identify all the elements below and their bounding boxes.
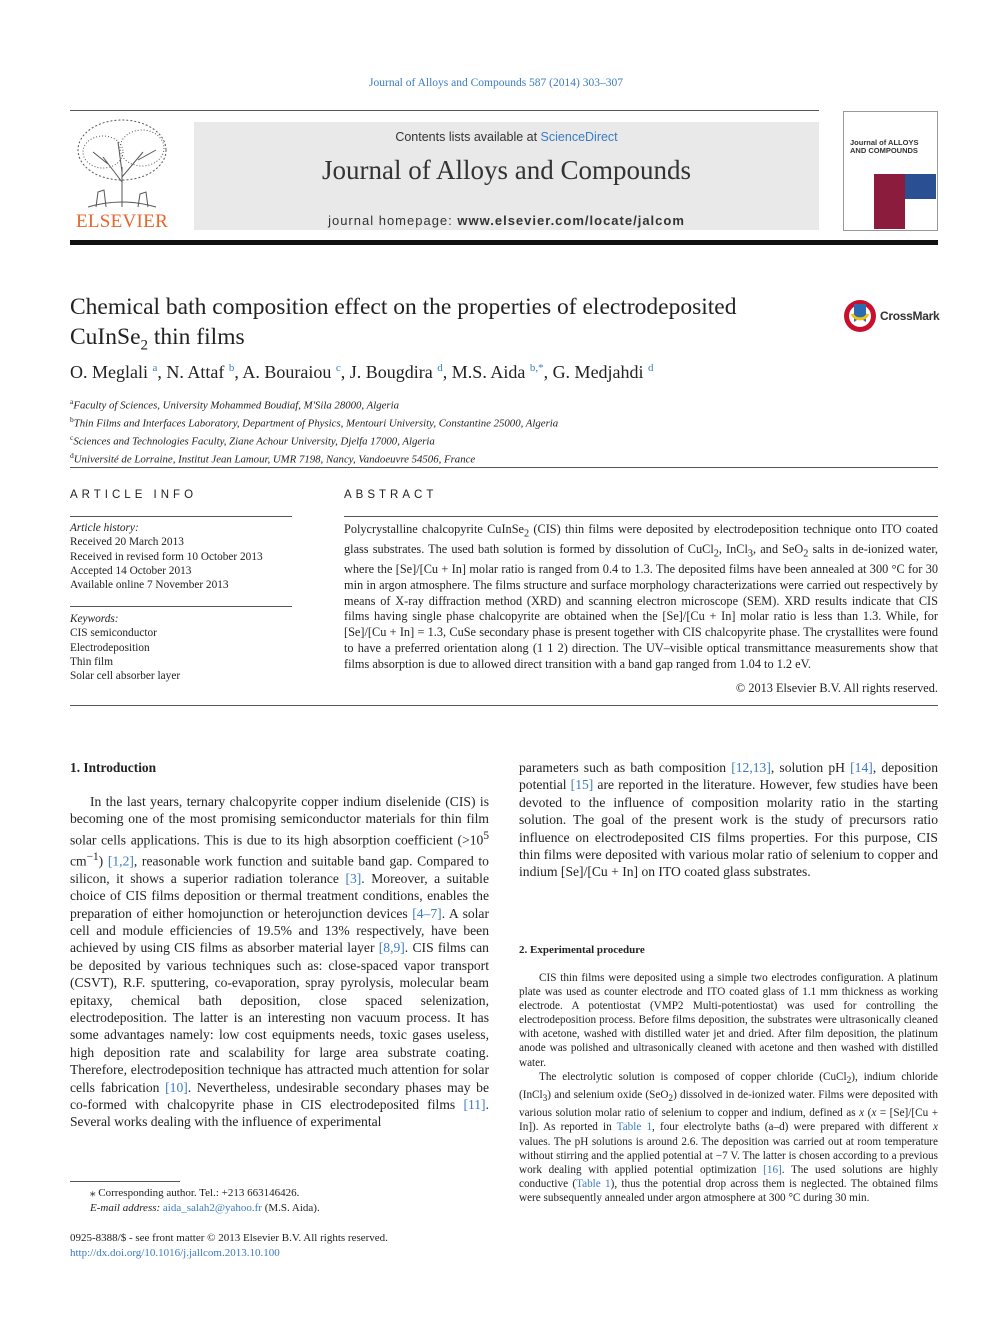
header-rule xyxy=(70,110,819,111)
cover-title: Journal of ALLOYS AND COMPOUNDS xyxy=(850,138,919,155)
text-fragment: values. The pH solutions is around 2.6. The deposition was carried out at room temperature without stirring and the applied potential at −7 V. The latter is chosen according to a previous work dealing with applied potential optimization xyxy=(519,1135,938,1176)
superscript: 5 xyxy=(483,829,489,842)
journal-title: Journal of Alloys and Compounds xyxy=(322,155,691,185)
introduction-heading: 1. Introduction xyxy=(70,760,157,775)
title-line2-prefix: CuInSe xyxy=(70,324,141,350)
article-info-heading: ARTICLE INFO xyxy=(70,489,198,501)
author-affiliation-marker[interactable]: a xyxy=(152,362,158,374)
reference-link[interactable]: [16] xyxy=(763,1163,782,1176)
affiliation-item xyxy=(70,413,930,431)
text-fragment: , four electrolyte baths (a–d) were prepared with different xyxy=(652,1121,934,1134)
table-link[interactable]: Table 1 xyxy=(576,1177,611,1190)
text-fragment: . Moreover, a suitable choice of CIS films deposition or thermal treatment conditions, enables the preparation of either homojunction or heterojunction devices xyxy=(70,870,489,921)
keyword-item: CIS semiconductor xyxy=(70,627,157,640)
author-affiliation-marker[interactable]: d xyxy=(648,362,654,374)
affiliation-text: Sciences and Technologies Faculty, Ziane Achour University, Djelfa 17000, Algeria xyxy=(73,435,435,448)
reference-link[interactable]: [12,13] xyxy=(731,760,771,775)
subscript: 2 xyxy=(668,1094,674,1105)
reference-link[interactable]: [8,9] xyxy=(378,940,405,956)
corresponding-author-line xyxy=(70,1186,489,1201)
abstract-heading: ABSTRACT xyxy=(344,489,438,501)
keyword-item: Electrodeposition xyxy=(70,641,150,654)
affiliation-key: d xyxy=(70,450,74,460)
crossmark-icon xyxy=(843,298,877,334)
homepage-prefix: journal homepage: xyxy=(328,213,458,228)
email-suffix: (M.S. Aida). xyxy=(261,1201,320,1214)
table-link[interactable]: Table 1 xyxy=(616,1121,653,1134)
journal-masthead xyxy=(194,122,819,230)
text-fragment: ), indium chloride (InCl xyxy=(519,1070,938,1101)
reference-link[interactable]: [11] xyxy=(463,1096,486,1112)
homepage-line xyxy=(194,213,819,228)
subscript: 2 xyxy=(524,528,530,540)
affiliation-item xyxy=(70,449,930,467)
author-affiliation-marker[interactable]: c xyxy=(335,362,341,374)
text-fragment: In the last years, ternary chalcopyrite copper indium diselenide (CIS) is becoming one of the most promising semiconductor materials for thin film solar cells applications. This is due to its high absorption coefficient (>10 xyxy=(70,794,489,848)
variable-x: x xyxy=(859,1107,865,1120)
text-fragment: ) xyxy=(98,853,108,869)
issn-line: 0925-8388/$ - see front matter © 2013 Elsevier B.V. All rights reserved. xyxy=(70,1232,388,1244)
keywords xyxy=(70,612,292,683)
subscript: 2 xyxy=(846,1075,852,1086)
text-fragment: . Several works dealing with the influence of experimental xyxy=(70,1096,489,1130)
superscript: −1 xyxy=(86,850,99,863)
subscript: 3 xyxy=(542,1094,548,1105)
abstract-text xyxy=(344,522,938,672)
subscript: 3 xyxy=(747,548,754,560)
text-fragment: The electrolytic solution is composed of copper chloride (CuCl xyxy=(539,1070,847,1083)
experimental-heading: 2. Experimental procedure xyxy=(519,944,645,956)
article-history xyxy=(70,521,292,592)
experimental-paragraph-2 xyxy=(519,1070,938,1205)
introduction-text xyxy=(70,793,489,1131)
cover-red-block xyxy=(874,174,905,229)
author-affiliation-marker[interactable]: d xyxy=(437,362,443,374)
header-thick-rule xyxy=(70,240,938,245)
email-line xyxy=(70,1201,489,1216)
introduction-continued xyxy=(519,759,938,881)
section-rule xyxy=(70,705,938,706)
text-fragment: , solution pH xyxy=(770,760,851,775)
history-item: Received 20 March 2013 xyxy=(70,536,184,549)
reference-link[interactable]: [10] xyxy=(165,1079,188,1095)
author-name[interactable]: M.S. Aida xyxy=(451,362,526,382)
journal-citation[interactable]: Journal of Alloys and Compounds 587 (2014) 303–307 xyxy=(369,77,623,89)
footnote xyxy=(70,1186,489,1215)
reference-link[interactable]: [15] xyxy=(570,777,594,793)
abstract-rule xyxy=(344,516,938,517)
text-fragment: ), thus the potential drop across them is neglected. The obtained films were subsequently annealed under argon atmosphere at 300 °C during 30 min. xyxy=(519,1177,938,1204)
title-line2-suffix: thin films xyxy=(148,324,245,350)
front-matter xyxy=(70,1231,489,1260)
reference-link[interactable]: [3] xyxy=(345,870,362,886)
text-fragment: ) dissolved in de-ionized water. Films were deposited with various solution molar ratio of selenium to copper and indium, defined as xyxy=(519,1088,938,1120)
reference-link[interactable]: [14] xyxy=(850,760,873,775)
affiliation-key: c xyxy=(70,432,74,442)
info-rule xyxy=(70,516,292,517)
variable-x: x xyxy=(933,1121,939,1134)
abstract-fragment: , InCl xyxy=(718,542,748,557)
contents-line xyxy=(194,130,819,144)
author-name[interactable]: O. Meglali xyxy=(70,362,148,382)
homepage-url[interactable]: www.elsevier.com/locate/jalcom xyxy=(457,213,685,228)
author-affiliation-marker[interactable]: b xyxy=(228,362,235,374)
info-rule xyxy=(70,606,292,607)
title-line1: Chemical bath composition effect on the properties of electrodeposited xyxy=(70,294,737,320)
abstract-fragment: Polycrystalline chalcopyrite CuInSe xyxy=(344,522,524,536)
text-fragment: cm xyxy=(70,853,87,869)
author-name[interactable]: A. Bouraiou xyxy=(242,362,332,382)
section-rule xyxy=(70,467,938,468)
history-item: Accepted 14 October 2013 xyxy=(70,564,192,577)
crossmark-label: CrossMark xyxy=(880,309,940,323)
reference-link[interactable]: [4–7] xyxy=(412,905,442,921)
text-fragment: = [Se]/[Cu + In]). As reported in xyxy=(519,1107,939,1134)
elsevier-wordmark: ELSEVIER xyxy=(75,211,169,232)
affiliation-text: Université de Lorraine, Institut Jean Lamour, UMR 7198, Nancy, Vandoeuvre 54506, France xyxy=(73,453,476,466)
article-title xyxy=(70,292,830,361)
reference-link[interactable]: [1,2] xyxy=(107,853,134,869)
author-name[interactable]: J. Bougdira xyxy=(349,362,433,382)
author-affiliation-marker[interactable]: b,* xyxy=(529,362,544,374)
text-fragment: . Nevertheless, undesirable secondary phases may be co-formed with chalcopyrite phase in CIS electrodeposited films xyxy=(70,1079,489,1112)
cover-blue-block xyxy=(905,174,936,199)
history-item: Available online 7 November 2013 xyxy=(70,579,229,592)
author-name[interactable]: G. Medjahdi xyxy=(552,362,644,382)
experimental-text xyxy=(519,971,938,1205)
text-fragment: parameters such as bath composition xyxy=(519,760,732,775)
author-name[interactable]: N. Attaf xyxy=(166,362,225,382)
subscript: 2 xyxy=(803,548,809,560)
author-list: O. Meglali $^a$, N. Attaf $^b$, A. Bouraiou $^c$, J. Bougdira $^d$, M.S. Aida $^{b,*}$, G. Medjahdi $^d$ xyxy=(70,362,654,382)
crossmark-badge[interactable] xyxy=(843,298,943,334)
doi-link[interactable]: http://dx.doi.org/10.1016/j.jallcom.2013.10.100 xyxy=(70,1246,280,1259)
title-subscript: 2 xyxy=(140,337,148,354)
text-fragment: ) and selenium oxide (SeO xyxy=(547,1088,669,1101)
text-fragment: , reasonable work function and suitable band gap. Compared to silicon, it shows a superior radiation tolerance xyxy=(70,853,489,886)
affiliation-item xyxy=(70,431,930,449)
affiliation-text: Faculty of Sciences, University Mohammed Boudiaf, M'Sila 28000, Algeria xyxy=(73,399,399,412)
abstract-fragment: , and SeO xyxy=(753,542,804,557)
affiliations xyxy=(70,395,930,467)
keywords-label: Keywords: xyxy=(70,613,119,625)
affiliation-key: a xyxy=(70,397,74,406)
affiliation-text: Thin Films and Interfaces Laboratory, Department of Physics, Mentouri University, Constantine 25000, Algeria xyxy=(73,417,559,430)
footnote-rule xyxy=(70,1181,180,1182)
sciencedirect-link[interactable]: ScienceDirect xyxy=(540,130,618,144)
text-fragment: are reported in the literature. However, few studies have been devoted to the influence of composition molarity ratio in the starting solution. The goal of the present work is the study of precursors ratio influence on electrodeposited CIS films properties. For this purpose, CIS thin films were deposited with various molar ratio of selenium to copper and indium [Se]/[Cu + In] on ITO coated glass substrates. xyxy=(519,777,938,880)
text-fragment: . CIS films can be deposited by various techniques such as: close-spaced vapor transport (CSVT), R.F. sputtering, co-evaporation, spray pyrolysis, molecular beam epitaxy, chemical bath deposition, close spaced selenization, electrodeposition. The latter is an interesting non vacuum process. It has some advantages namely: low cost equipments needs, toxic gases useless, high deposition rate and scalability for large area substrate coating. Therefore, electrodeposition technique has attracted much attention for solar cells fabrication xyxy=(70,940,489,1095)
text-fragment: ( xyxy=(864,1107,872,1120)
abstract-copyright: © 2013 Elsevier B.V. All rights reserved. xyxy=(735,681,938,695)
email-link[interactable]: aida_salah2@yahoo.fr xyxy=(162,1201,262,1214)
history-item: Received in revised form 10 October 2013 xyxy=(70,550,263,563)
contents-prefix: Contents lists available at xyxy=(395,130,541,144)
keyword-item: Thin film xyxy=(70,655,113,668)
email-label: E-mail address: xyxy=(90,1201,163,1214)
keyword-item: Solar cell absorber layer xyxy=(70,670,181,683)
journal-cover-thumbnail[interactable] xyxy=(843,111,938,231)
affiliation-item xyxy=(70,395,930,413)
variable-x: x xyxy=(871,1107,877,1120)
history-label: Article history: xyxy=(70,522,139,534)
subscript: 2 xyxy=(713,548,719,560)
text-fragment: . A solar cell and module efficiencies of 19.5% and 13% respectively, have been achieved by using CIS films as absorber material layer xyxy=(70,905,489,956)
footnote-star: ⁎ xyxy=(90,1187,96,1199)
abstract-fragment: (CIS) thin films were deposited by electrodeposition technique onto ITO coated glass substrates. The used bath solution is formed by dissolution of CuCl xyxy=(344,522,938,557)
abstract-fragment: salts in de-ionized water, where the [Se]/[Cu + In] molar ratio is ranged from 0.4 to 1.3. The deposited films have been annealed at 300 °C for 30 min in argon atmosphere. The films structure and surface morphology characterizations were carried out respectively by means of X-ray diffraction method (XRD) and scanning electron microscope (SEM). XRD results indicate that CIS films having single phase chalcopyrite are obtained when the [Se]/[Cu + In] molar ratio is less than 1.3. While, for [Se]/[Cu + In] = 1.3, CuSe secondary phase is present together with CIS chalcopyrite phase. The crystallites were found to have a preferred orientation along (1 1 2) direction. The UV–visible optical transmittance measurements show that films absorption is due to allowed direct transition with a band gap ranged from 1.04 to 1.2 eV. xyxy=(344,542,938,671)
text-fragment: . The used solutions are highly conductive ( xyxy=(519,1163,938,1190)
corresponding-author: Corresponding author. Tel.: +213 663146426. xyxy=(95,1187,300,1199)
experimental-paragraph-1: CIS thin films were deposited using a simple two electrodes configuration. A platinum plate was used as counter electrode and ITO coated glass of 1.1 mm thickness as working electrode. A potentiostat (VMP2 Multi-potentiostat) was used for controlling the electrodeposition process. Before films deposition, the substrates were ultrasonically cleaned with acetone, washed with distilled water jet and dried. After film deposition, the platinum anode was polished and ultrasonically cleaned with acetone and then washed with distilled water. xyxy=(519,972,938,1069)
affiliation-key: b xyxy=(70,414,74,424)
text-fragment: , deposition potential xyxy=(519,760,938,793)
